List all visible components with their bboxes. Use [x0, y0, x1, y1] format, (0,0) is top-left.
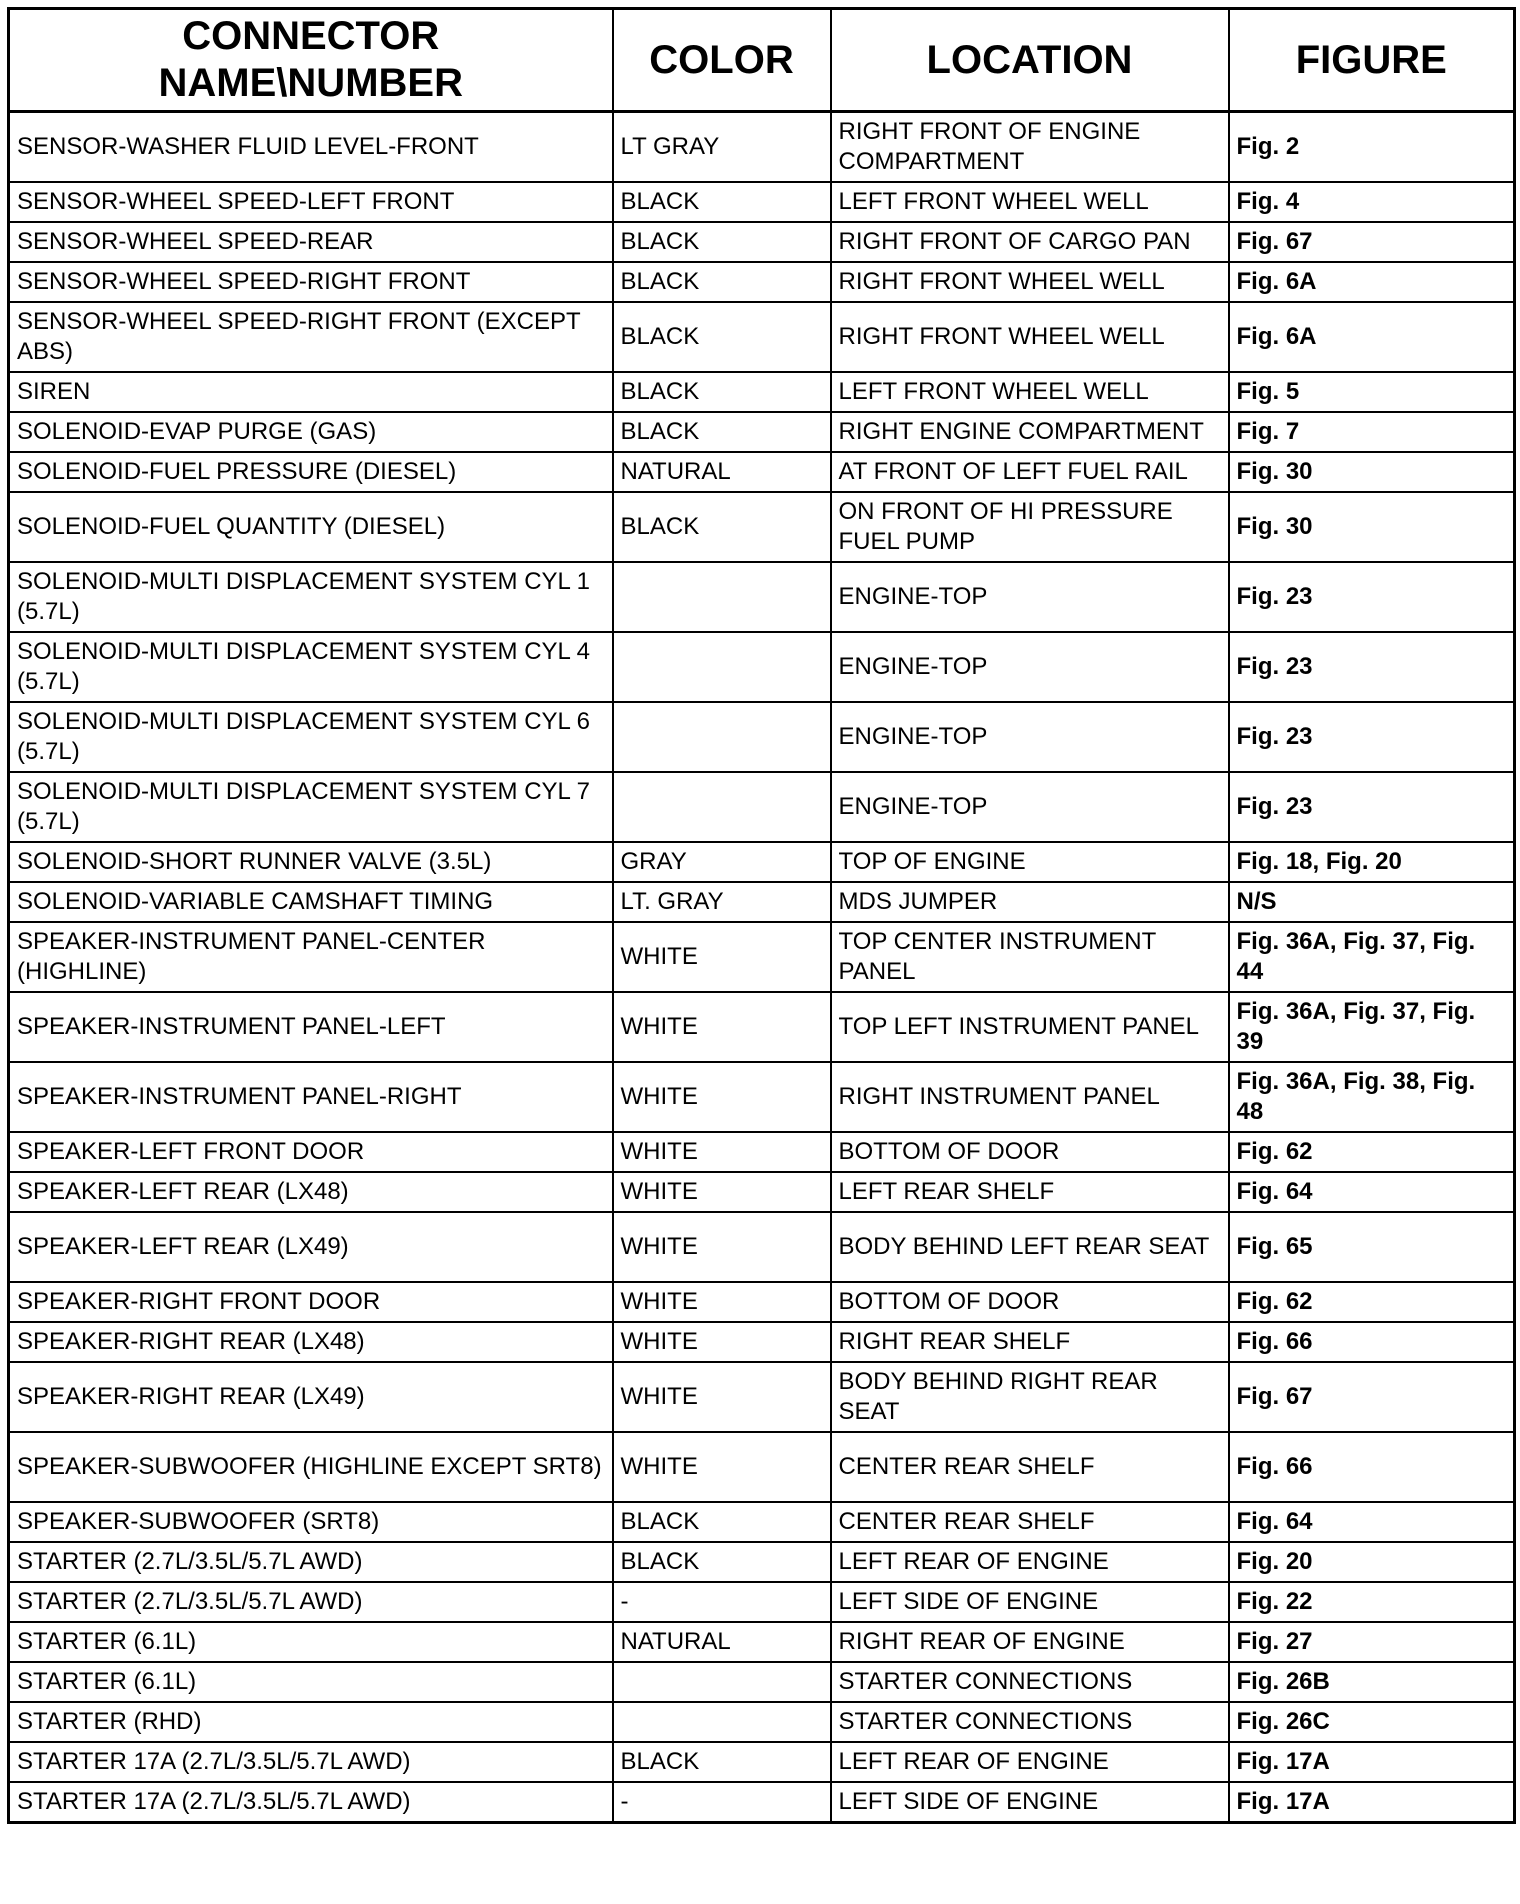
cell-location: LEFT SIDE OF ENGINE: [831, 1582, 1229, 1622]
cell-connector-name: SPEAKER-INSTRUMENT PANEL-RIGHT: [9, 1062, 613, 1132]
cell-connector-name: STARTER (2.7L/3.5L/5.7L AWD): [9, 1542, 613, 1582]
cell-location: AT FRONT OF LEFT FUEL RAIL: [831, 452, 1229, 492]
cell-figure: Fig. 22: [1229, 1582, 1515, 1622]
cell-figure: Fig. 27: [1229, 1622, 1515, 1662]
cell-location: STARTER CONNECTIONS: [831, 1702, 1229, 1742]
cell-location: RIGHT ENGINE COMPARTMENT: [831, 412, 1229, 452]
cell-connector-name: SPEAKER-RIGHT REAR (LX48): [9, 1322, 613, 1362]
table-body: [9, 112, 1515, 1823]
cell-connector-name: SENSOR-WHEEL SPEED-RIGHT FRONT: [9, 262, 613, 302]
cell-figure: Fig. 23: [1229, 632, 1515, 702]
table-row: [9, 1742, 1515, 1782]
cell-location: LEFT FRONT WHEEL WELL: [831, 372, 1229, 412]
cell-connector-name: SPEAKER-LEFT REAR (LX48): [9, 1172, 613, 1212]
cell-color: BLACK: [613, 262, 831, 302]
cell-location: BOTTOM OF DOOR: [831, 1132, 1229, 1172]
cell-location: LEFT SIDE OF ENGINE: [831, 1782, 1229, 1823]
cell-connector-name: SOLENOID-MULTI DISPLACEMENT SYSTEM CYL 1 (5.7L): [9, 562, 613, 632]
cell-figure: Fig. 6A: [1229, 302, 1515, 372]
table-row: [9, 1132, 1515, 1172]
cell-connector-name: SOLENOID-MULTI DISPLACEMENT SYSTEM CYL 4 (5.7L): [9, 632, 613, 702]
table-row: [9, 1622, 1515, 1662]
cell-location: TOP OF ENGINE: [831, 842, 1229, 882]
header-figure: FIGURE: [1229, 9, 1515, 112]
cell-connector-name: SIREN: [9, 372, 613, 412]
cell-location: RIGHT FRONT WHEEL WELL: [831, 262, 1229, 302]
cell-location: ENGINE-TOP: [831, 772, 1229, 842]
cell-location: CENTER REAR SHELF: [831, 1432, 1229, 1502]
cell-location: RIGHT REAR OF ENGINE: [831, 1622, 1229, 1662]
header-row: [9, 9, 1515, 112]
cell-color: NATURAL: [613, 1622, 831, 1662]
cell-figure: Fig. 66: [1229, 1432, 1515, 1502]
table-row: [9, 922, 1515, 992]
cell-figure: N/S: [1229, 882, 1515, 922]
connector-table: [7, 7, 1516, 1824]
cell-color: WHITE: [613, 1362, 831, 1432]
cell-figure: Fig. 23: [1229, 562, 1515, 632]
cell-color: WHITE: [613, 992, 831, 1062]
cell-color: BLACK: [613, 182, 831, 222]
table-row: [9, 492, 1515, 562]
cell-connector-name: STARTER (6.1L): [9, 1662, 613, 1702]
cell-location: LEFT FRONT WHEEL WELL: [831, 182, 1229, 222]
cell-connector-name: SOLENOID-MULTI DISPLACEMENT SYSTEM CYL 6 (5.7L): [9, 702, 613, 772]
table-row: [9, 882, 1515, 922]
cell-color: [613, 562, 831, 632]
table-row: [9, 1362, 1515, 1432]
cell-color: [613, 632, 831, 702]
cell-connector-name: STARTER (6.1L): [9, 1622, 613, 1662]
cell-color: -: [613, 1782, 831, 1823]
cell-connector-name: STARTER 17A (2.7L/3.5L/5.7L AWD): [9, 1782, 613, 1823]
cell-figure: Fig. 20: [1229, 1542, 1515, 1582]
cell-connector-name: SENSOR-WHEEL SPEED-LEFT FRONT: [9, 182, 613, 222]
cell-connector-name: SPEAKER-SUBWOOFER (HIGHLINE EXCEPT SRT8): [9, 1432, 613, 1502]
table-row: [9, 1062, 1515, 1132]
cell-figure: Fig. 23: [1229, 702, 1515, 772]
table-row: [9, 372, 1515, 412]
cell-connector-name: SENSOR-WHEEL SPEED-RIGHT FRONT (EXCEPT ABS): [9, 302, 613, 372]
cell-figure: Fig. 18, Fig. 20: [1229, 842, 1515, 882]
cell-location: RIGHT FRONT OF ENGINE COMPARTMENT: [831, 112, 1229, 183]
cell-color: WHITE: [613, 1132, 831, 1172]
cell-connector-name: SOLENOID-FUEL PRESSURE (DIESEL): [9, 452, 613, 492]
cell-color: LT. GRAY: [613, 882, 831, 922]
cell-location: LEFT REAR OF ENGINE: [831, 1742, 1229, 1782]
cell-figure: Fig. 62: [1229, 1282, 1515, 1322]
table-row: [9, 262, 1515, 302]
cell-connector-name: STARTER (2.7L/3.5L/5.7L AWD): [9, 1582, 613, 1622]
cell-location: RIGHT FRONT OF CARGO PAN: [831, 222, 1229, 262]
table-row: [9, 842, 1515, 882]
cell-connector-name: SENSOR-WHEEL SPEED-REAR: [9, 222, 613, 262]
table-row: [9, 1582, 1515, 1622]
cell-figure: Fig. 66: [1229, 1322, 1515, 1362]
cell-connector-name: SOLENOID-FUEL QUANTITY (DIESEL): [9, 492, 613, 562]
cell-figure: Fig. 26B: [1229, 1662, 1515, 1702]
cell-color: BLACK: [613, 222, 831, 262]
table-row: [9, 182, 1515, 222]
table-row: [9, 112, 1515, 183]
table-row: [9, 1782, 1515, 1823]
connector-table-page: [7, 7, 1513, 1897]
cell-connector-name: SOLENOID-SHORT RUNNER VALVE (3.5L): [9, 842, 613, 882]
cell-location: BODY BEHIND LEFT REAR SEAT: [831, 1212, 1229, 1282]
table-row: [9, 562, 1515, 632]
cell-figure: Fig. 23: [1229, 772, 1515, 842]
table-row: [9, 1212, 1515, 1282]
cell-color: WHITE: [613, 1432, 831, 1502]
cell-figure: Fig. 17A: [1229, 1742, 1515, 1782]
cell-location: TOP CENTER INSTRUMENT PANEL: [831, 922, 1229, 992]
cell-location: BODY BEHIND RIGHT REAR SEAT: [831, 1362, 1229, 1432]
cell-connector-name: SOLENOID-EVAP PURGE (GAS): [9, 412, 613, 452]
cell-connector-name: SPEAKER-INSTRUMENT PANEL-CENTER (HIGHLINE): [9, 922, 613, 992]
table-row: [9, 1322, 1515, 1362]
cell-location: STARTER CONNECTIONS: [831, 1662, 1229, 1702]
cell-figure: Fig. 65: [1229, 1212, 1515, 1282]
cell-location: ENGINE-TOP: [831, 632, 1229, 702]
cell-color: BLACK: [613, 492, 831, 562]
cell-connector-name: SPEAKER-RIGHT FRONT DOOR: [9, 1282, 613, 1322]
cell-connector-name: SENSOR-WASHER FLUID LEVEL-FRONT: [9, 112, 613, 183]
cell-color: BLACK: [613, 1542, 831, 1582]
cell-connector-name: SPEAKER-RIGHT REAR (LX49): [9, 1362, 613, 1432]
cell-figure: Fig. 36A, Fig. 37, Fig. 44: [1229, 922, 1515, 992]
cell-location: ON FRONT OF HI PRESSURE FUEL PUMP: [831, 492, 1229, 562]
cell-figure: Fig. 26C: [1229, 1702, 1515, 1742]
table-row: [9, 1282, 1515, 1322]
table-row: [9, 992, 1515, 1062]
cell-figure: Fig. 17A: [1229, 1782, 1515, 1823]
cell-connector-name: SOLENOID-MULTI DISPLACEMENT SYSTEM CYL 7 (5.7L): [9, 772, 613, 842]
cell-location: CENTER REAR SHELF: [831, 1502, 1229, 1542]
cell-figure: Fig. 30: [1229, 452, 1515, 492]
cell-color: GRAY: [613, 842, 831, 882]
cell-connector-name: STARTER (RHD): [9, 1702, 613, 1742]
header-connector-name: CONNECTOR NAME\NUMBER: [9, 9, 613, 112]
cell-color: WHITE: [613, 1322, 831, 1362]
cell-location: BOTTOM OF DOOR: [831, 1282, 1229, 1322]
table-row: [9, 702, 1515, 772]
table-row: [9, 222, 1515, 262]
cell-connector-name: SPEAKER-LEFT FRONT DOOR: [9, 1132, 613, 1172]
cell-location: MDS JUMPER: [831, 882, 1229, 922]
table-row: [9, 1542, 1515, 1582]
cell-figure: Fig. 6A: [1229, 262, 1515, 302]
cell-color: BLACK: [613, 302, 831, 372]
cell-color: [613, 1702, 831, 1742]
cell-color: BLACK: [613, 1742, 831, 1782]
cell-figure: Fig. 5: [1229, 372, 1515, 412]
cell-location: RIGHT INSTRUMENT PANEL: [831, 1062, 1229, 1132]
cell-figure: Fig. 67: [1229, 222, 1515, 262]
table-row: [9, 302, 1515, 372]
cell-location: LEFT REAR OF ENGINE: [831, 1542, 1229, 1582]
cell-figure: Fig. 62: [1229, 1132, 1515, 1172]
table-row: [9, 1702, 1515, 1742]
cell-color: [613, 702, 831, 772]
table-row: [9, 632, 1515, 702]
table-row: [9, 1432, 1515, 1502]
cell-figure: Fig. 36A, Fig. 38, Fig. 48: [1229, 1062, 1515, 1132]
table-row: [9, 772, 1515, 842]
header-location: LOCATION: [831, 9, 1229, 112]
cell-connector-name: SPEAKER-INSTRUMENT PANEL-LEFT: [9, 992, 613, 1062]
cell-location: ENGINE-TOP: [831, 702, 1229, 772]
cell-color: BLACK: [613, 412, 831, 452]
cell-figure: Fig. 64: [1229, 1502, 1515, 1542]
cell-color: [613, 1662, 831, 1702]
cell-color: -: [613, 1582, 831, 1622]
cell-color: WHITE: [613, 1212, 831, 1282]
table-row: [9, 1662, 1515, 1702]
cell-location: ENGINE-TOP: [831, 562, 1229, 632]
cell-color: WHITE: [613, 922, 831, 992]
cell-figure: Fig. 64: [1229, 1172, 1515, 1212]
cell-color: BLACK: [613, 1502, 831, 1542]
cell-location: TOP LEFT INSTRUMENT PANEL: [831, 992, 1229, 1062]
cell-figure: Fig. 4: [1229, 182, 1515, 222]
cell-figure: Fig. 67: [1229, 1362, 1515, 1432]
header-color: COLOR: [613, 9, 831, 112]
cell-connector-name: SOLENOID-VARIABLE CAMSHAFT TIMING: [9, 882, 613, 922]
cell-location: RIGHT REAR SHELF: [831, 1322, 1229, 1362]
cell-color: BLACK: [613, 372, 831, 412]
cell-figure: Fig. 7: [1229, 412, 1515, 452]
cell-color: LT GRAY: [613, 112, 831, 183]
cell-location: LEFT REAR SHELF: [831, 1172, 1229, 1212]
cell-connector-name: SPEAKER-SUBWOOFER (SRT8): [9, 1502, 613, 1542]
cell-connector-name: SPEAKER-LEFT REAR (LX49): [9, 1212, 613, 1282]
cell-figure: Fig. 2: [1229, 112, 1515, 183]
table-row: [9, 412, 1515, 452]
cell-figure: Fig. 30: [1229, 492, 1515, 562]
table-row: [9, 452, 1515, 492]
table-row: [9, 1502, 1515, 1542]
cell-color: WHITE: [613, 1282, 831, 1322]
cell-connector-name: STARTER 17A (2.7L/3.5L/5.7L AWD): [9, 1742, 613, 1782]
cell-color: [613, 772, 831, 842]
cell-color: WHITE: [613, 1172, 831, 1212]
table-row: [9, 1172, 1515, 1212]
cell-color: NATURAL: [613, 452, 831, 492]
cell-location: RIGHT FRONT WHEEL WELL: [831, 302, 1229, 372]
cell-figure: Fig. 36A, Fig. 37, Fig. 39: [1229, 992, 1515, 1062]
cell-color: WHITE: [613, 1062, 831, 1132]
